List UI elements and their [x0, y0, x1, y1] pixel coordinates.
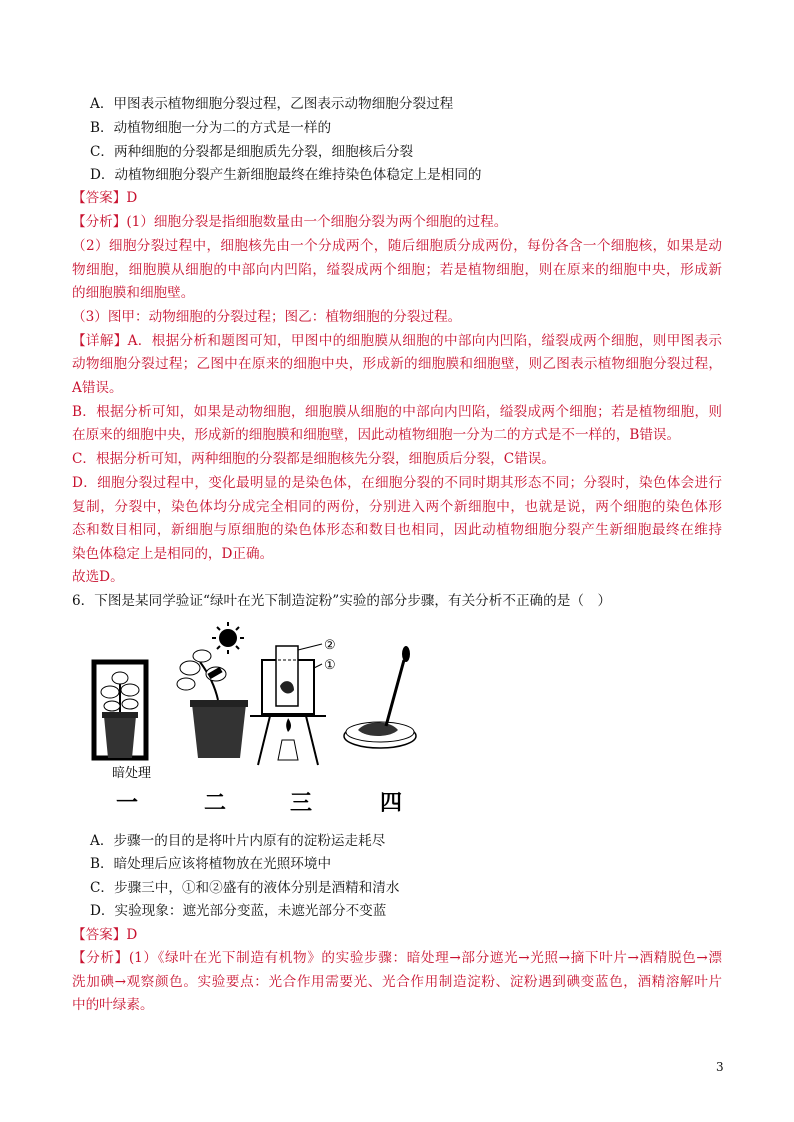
- dark-treatment-plant: [94, 662, 146, 758]
- beaker-label-2: ②: [324, 638, 336, 653]
- text-line: A错误。: [72, 380, 123, 396]
- water-bath-apparatus: [250, 644, 326, 765]
- text-line: 【详解】A．根据分析和题图可知，甲图中的细胞膜从细胞的中部向内凹陷，缢裂成两个细胞，则甲图表示: [72, 333, 722, 349]
- page-number: 3: [716, 1060, 724, 1074]
- petri-dish-dropper: [344, 646, 416, 748]
- experiment-figure: [90, 620, 420, 820]
- text-line: 6．下图是某同学验证“绿叶在光下制造淀粉”实验的部分步骤，有关分析不正确的是（ ）: [72, 593, 612, 609]
- text-line: C．步骤三中，①和②盛有的液体分别是酒精和清水: [90, 880, 400, 896]
- text-line: 【分析】(1）细胞分裂是指细胞数量由一个细胞分裂为两个细胞的过程。: [72, 214, 508, 230]
- text-line: D．细胞分裂过程中，变化最明显的是染色体，在细胞分裂的不同时期其形态不同；分裂时，染色体会进行: [72, 475, 722, 491]
- text-line: 复制，分裂中，染色体均分成完全相同的两份，分别进入两个新细胞中，也就是说，两个细胞的染色体形: [72, 499, 722, 515]
- text-line: 染色体稳定上是相同的，D正确。: [72, 546, 274, 562]
- text-line: B．动植物细胞一分为二的方式是一样的: [90, 120, 332, 136]
- text-line: 物细胞，细胞膜从细胞的中部向内凹陷，缢裂成两个细胞；若是植物细胞，则在原来的细胞中央，形成新: [72, 262, 722, 278]
- step-label-2: 二: [204, 790, 227, 816]
- illuminated-plant: [177, 650, 248, 758]
- text-line: B．根据分析可知，如果是动物细胞，细胞膜从细胞的中部向内凹陷，缢裂成两个细胞；若是植物细胞，则: [72, 404, 722, 420]
- step-label-4: 四: [380, 790, 403, 816]
- text-line: 在原来的细胞中央，形成新的细胞膜和细胞壁，因此动植物细胞一分为二的方式是不一样的，B错误。: [72, 427, 681, 443]
- text-line: 故选D。: [72, 569, 124, 585]
- text-line: 【答案】D: [72, 190, 138, 206]
- text-line: 【分析】(1）《绿叶在光下制造有机物》的实验步骤：暗处理→部分遮光→光照→摘下叶片→酒精脱色→漂: [72, 950, 722, 966]
- text-line: （2）细胞分裂过程中，细胞核先由一个分成两个，随后细胞质分成两份，每份各含一个细胞核，如果是动: [72, 238, 722, 254]
- dark-treatment-label: 暗处理: [112, 766, 152, 781]
- text-line: 洗加碘→观察颜色。实验要点：光合作用需要光、光合作用制造淀粉、淀粉遇到碘变蓝色，酒精溶解叶片: [72, 974, 722, 990]
- text-line: 动物细胞分裂过程；乙图中在原来的细胞中央，形成新的细胞膜和细胞壁，则乙图表示植物细胞分裂过程，: [72, 356, 722, 372]
- text-line: 中的叶绿素。: [72, 997, 154, 1013]
- text-line: C．根据分析可知，两种细胞的分裂都是细胞核先分裂，细胞质后分裂，C错误。: [72, 451, 555, 467]
- text-line: A．甲图表示植物细胞分裂过程，乙图表示动物细胞分裂过程: [90, 96, 454, 112]
- sun-icon: [212, 622, 244, 654]
- step-label-3: 三: [290, 790, 313, 816]
- text-line: A．步骤一的目的是将叶片内原有的淀粉运走耗尽: [90, 833, 386, 849]
- step-label-1: 一: [116, 790, 139, 816]
- text-line: D．动植物细胞分裂产生新细胞最终在维持染色体稳定上是相同的: [90, 167, 482, 183]
- text-line: 的细胞膜和细胞壁。: [72, 285, 195, 301]
- text-line: B．暗处理后应该将植物放在光照环境中: [90, 856, 332, 872]
- text-line: 态和数目相同，新细胞与原细胞的染色体形态和数目也相同，因此动植物细胞分裂产生新细胞最终在维持: [72, 522, 722, 538]
- beaker-label-1: ①: [324, 658, 336, 673]
- text-line: C．两种细胞的分裂都是细胞质先分裂，细胞核后分裂: [90, 144, 414, 160]
- text-line: D．实验现象：遮光部分变蓝，未遮光部分不变蓝: [90, 903, 387, 919]
- text-line: 【答案】D: [72, 927, 138, 943]
- text-line: （3）图甲：动物细胞的分裂过程；图乙：植物细胞的分裂过程。: [72, 309, 462, 325]
